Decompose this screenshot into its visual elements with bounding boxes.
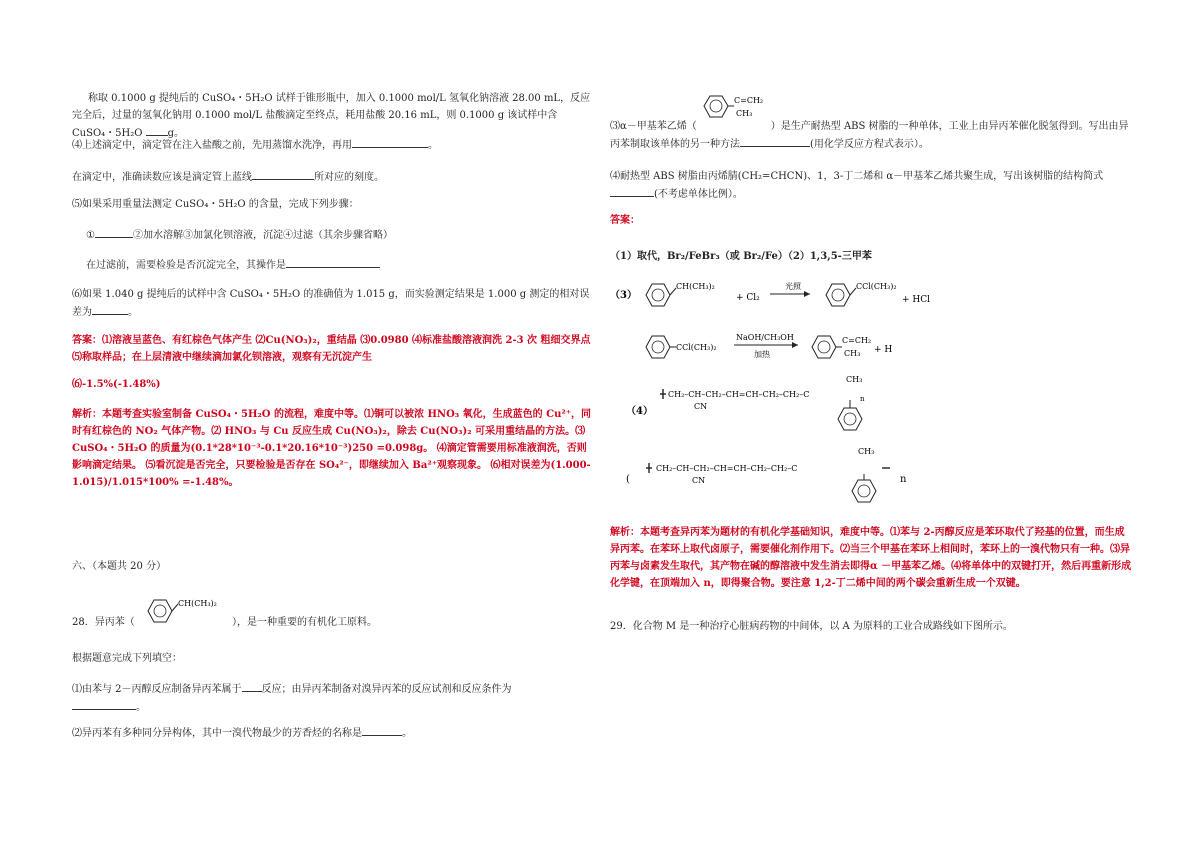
methyl-label: CH₃ bbox=[846, 375, 863, 384]
benzene-ring-inner bbox=[652, 289, 664, 301]
intro-tail: g。 bbox=[167, 128, 185, 139]
q4-right-text: ⑷耐热型 ABS 树脂由丙烯腈(CH₂=CHCN)、1，3-丁二烯和 α－甲基苯乙烯共聚生成，写出该树脂的结构简式 bbox=[610, 171, 1104, 182]
question-5a bbox=[72, 226, 594, 244]
isopropylbenzene-structure bbox=[140, 594, 230, 630]
question-6 bbox=[72, 286, 594, 321]
answer-blank bbox=[92, 303, 128, 315]
benzene-ring bbox=[646, 336, 670, 358]
benzene-ring bbox=[812, 336, 836, 358]
benzene-ring bbox=[826, 284, 850, 306]
intro-paragraph bbox=[72, 90, 594, 142]
question-28 bbox=[72, 594, 594, 634]
polymer-structure-1 bbox=[610, 372, 1132, 436]
question-4-right bbox=[610, 168, 1110, 203]
answer-blank bbox=[610, 185, 654, 197]
question-4 bbox=[72, 136, 594, 154]
nitrile-label: CN bbox=[692, 476, 706, 485]
product-methyl: CH₃ bbox=[844, 349, 861, 358]
benzene-ring-inner bbox=[652, 341, 664, 353]
question-5b bbox=[72, 256, 594, 274]
answer-blank bbox=[242, 680, 262, 692]
q28-intro: 根据题意完成下列填空： bbox=[72, 653, 182, 664]
q6-text: ⑹如果 1.040 g 提纯后的试样中含 CuSO₄・5H₂O 的准确值为 1.015 g，而实验测定结果是 1.000 g 测定的相对误差为 bbox=[72, 289, 590, 318]
analysis-block: 解析：本题考查实验室制备 CuSO₄・5H₂O 的流程，难度中等。⑴铜可以被浓 HNO₃ 氧化，生成蓝色的 Cu²⁺，同时有红棕色的 NO₂ 气体产物。⑵ HNO₃ 与 Cu 反应生成 Cu(NO₃)₂，除去 Cu(NO₃)₂ 可采用重结晶的方法。⑶ CuSO₄・5H₂O 的质量为(0.1*28*10⁻³-0.1*20.16*10⁻³)250 =0.098g。 ⑷滴定管需要用标准液润洗，否则影响滴定结果。 ⑸看沉淀是否完全，只要检验是否存在 SO₄²⁻，即继续加入 Ba²⁺观察现象。 ⑹相对误差为(1.000-1.015)/1.015*100% =-1.48%。 bbox=[72, 409, 592, 488]
question-29: 29．化合物 M 是一种治疗心脏病药物的中间体，以 A 为原料的工业合成路线如下图所示。 bbox=[610, 621, 1013, 632]
arrow-head bbox=[792, 342, 798, 348]
q28-2-tail: 。 bbox=[402, 728, 412, 739]
intro-text: 称取 0.1000 g 提纯后的 CuSO₄・5H₂O 试样于锥形瓶中，加入 0.1000 mol/L 氢氧化钠溶液 28.00 mL，反应完全后，过量的氢氧化钠用 0.1000 mol/L 盐酸滴定至终点，耗用盐酸 20.16 mL，则 0.1000 g 该试样中含 CuSO₄・5H₂O bbox=[72, 93, 591, 139]
ans3-label: （3） bbox=[610, 290, 637, 301]
substrate-label: CH(CH₃)₂ bbox=[676, 282, 715, 291]
q28-1-tail: 。 bbox=[136, 702, 146, 713]
reaction-2 bbox=[640, 328, 1132, 368]
analysis-block-right: 解析：本题考查异丙苯为题材的有机化学基础知识，难度中等。⑴苯与 2-丙醇反应是苯环取代了羟基的位置，而生成异丙苯。在苯环上取代卤原子，需要催化剂作用下。⑵当三个甲基在苯环上相间时，苯环上的一溴代物只有一种。⑶异丙苯与卤素发生取代，其产物在碱的醇溶液中发生消去即得α －甲基苯乙烯。⑷将单体中的双键打开，然后再重新形成化学键，在顶端加入 n，即得聚合物。要注意 1,2-丁二烯中间的两个碳会重新生成一个双键。 bbox=[610, 527, 1132, 589]
product-label: CCl(CH₃)₂ bbox=[856, 282, 897, 291]
answer-blank bbox=[95, 226, 133, 238]
benzene-ring bbox=[646, 284, 670, 306]
question-28-1 bbox=[72, 680, 542, 716]
arrow-head bbox=[804, 291, 810, 297]
q3-text: ⑶α－甲基苯乙烯（ bbox=[610, 121, 697, 132]
product-label: C=CH₂ bbox=[842, 336, 872, 345]
isopropyl-label: CH(CH₃)₂ bbox=[178, 599, 217, 608]
q4-text: ⑷上述滴定中，滴定管在注入盐酸之前，先用蒸馏水洗净，再用 bbox=[72, 140, 352, 151]
q5a-text: ②加水溶解③加氯化钡溶液，沉淀④过滤（其余步骤省略） bbox=[132, 230, 393, 241]
methyl-label: CH₃ bbox=[736, 109, 753, 118]
benzene-ring-inner bbox=[832, 289, 844, 301]
polymer-chain: CH₂–CH–CH₂–CH=CH–CH₂–CH₂–C bbox=[656, 464, 798, 473]
q3-mid: ）是生产耐热型 ABS 树脂的一种单体，工业上由异丙苯催化脱氢得到。写出由异丙苯制取该单体的另一种方法 bbox=[610, 121, 1129, 150]
q28-tail: ），是一种重要的有机化工原料。 bbox=[232, 617, 377, 628]
q6-tail: 。 bbox=[128, 307, 138, 318]
benzene-ring bbox=[852, 480, 876, 502]
answer-1-2: （1）取代，Br₂/FeBr₃（或 Br₂/Fe）（2）1,3,5-三甲苯 bbox=[610, 251, 872, 262]
q28-1b-text: 反应；由异丙苯制备对溴异丙苯的反应试剂和反应条件为 bbox=[261, 684, 512, 695]
benzene-ring-inner bbox=[818, 341, 830, 353]
nitrile-label: CN bbox=[694, 402, 708, 411]
reaction-1 bbox=[610, 276, 1132, 316]
q4b-text: 在滴定中，准确读数应该是滴定管上蓝线 bbox=[72, 172, 252, 183]
answer-label: 答案： bbox=[610, 215, 640, 226]
condition-light: 光照 bbox=[785, 282, 801, 291]
q4b-tail: 所对应的刻度。 bbox=[314, 172, 384, 183]
methyl-label: CH₃ bbox=[858, 447, 875, 456]
q28-1-text: ⑴由苯与 2－丙醇反应制备异丙苯属于 bbox=[72, 684, 242, 695]
q3-tail: (用化学反应方程式表示）。 bbox=[810, 139, 929, 150]
answer-blank bbox=[146, 124, 168, 136]
benzene-ring bbox=[838, 408, 862, 430]
open-paren: ( bbox=[626, 474, 630, 485]
answer-blank bbox=[740, 135, 810, 147]
answer-blank bbox=[362, 724, 402, 736]
substrate-label: CCl(CH₃)₂ bbox=[676, 343, 717, 352]
repeat-n: n bbox=[900, 474, 907, 485]
reagent-cl2: + Cl₂ bbox=[736, 293, 760, 303]
benzene-ring-inner bbox=[858, 485, 870, 497]
benzene-ring bbox=[704, 96, 728, 117]
question-3 bbox=[610, 118, 1132, 153]
benzene-ring-inner bbox=[844, 413, 856, 425]
q5a-start: ① bbox=[86, 230, 95, 241]
repeat-n: n bbox=[860, 395, 865, 403]
ans4-label: （4） bbox=[626, 406, 653, 417]
q4-tail: 。 bbox=[428, 140, 438, 151]
answer-block-2: ⑹-1.5%(-1.48%) bbox=[72, 379, 161, 390]
q4-right-tail: (不考虑单体比例）。 bbox=[654, 189, 743, 200]
answer-blank bbox=[252, 168, 314, 180]
condition-heat: 加热 bbox=[754, 350, 770, 359]
benzene-ring-inner bbox=[710, 100, 722, 112]
product-h: + H bbox=[874, 345, 893, 355]
product-hcl: + HCl bbox=[902, 295, 931, 305]
q5b-text: 在过滤前，需要检验是否沉淀完全，其操作是 bbox=[86, 260, 286, 271]
benzene-ring bbox=[148, 600, 172, 622]
q28-2-text: ⑵异丙苯有多种同分异构体，其中一溴代物最少的芳香烃的名称是 bbox=[72, 728, 362, 739]
vinyl-label: C=CH₂ bbox=[734, 96, 764, 105]
question-5: ⑸如果采用重量法测定 CuSO₄・5H₂O 的含量，完成下列步骤： bbox=[72, 199, 359, 210]
q28-label: 28．异丙苯（ bbox=[72, 617, 135, 628]
condition-base: NaOH/CH₃OH bbox=[736, 333, 794, 342]
answer-blank bbox=[286, 256, 380, 268]
benzene-ring-inner bbox=[154, 605, 166, 617]
question-4b bbox=[72, 168, 594, 186]
question-28-2 bbox=[72, 724, 594, 742]
answer-block: 答案：⑴溶液呈蓝色、有红棕色气体产生 ⑵Cu(NO₃)₂，重结晶 ⑶0.0980 ⑷标准盐酸溶液润洗 2-3 次 粗细交界点 ⑸称取样品；在上层清液中继续滴加氯化钡溶液，观察有无沉淀产生 bbox=[72, 335, 591, 363]
answer-blank bbox=[352, 136, 428, 148]
polymer-chain: CH₂–CH–CH₂–CH=CH–CH₂–CH₂–C bbox=[668, 390, 810, 399]
polymer-structure-2 bbox=[610, 440, 1132, 506]
answer-blank bbox=[72, 698, 136, 710]
section-heading: 六、（本题共 20 分） bbox=[72, 561, 167, 572]
